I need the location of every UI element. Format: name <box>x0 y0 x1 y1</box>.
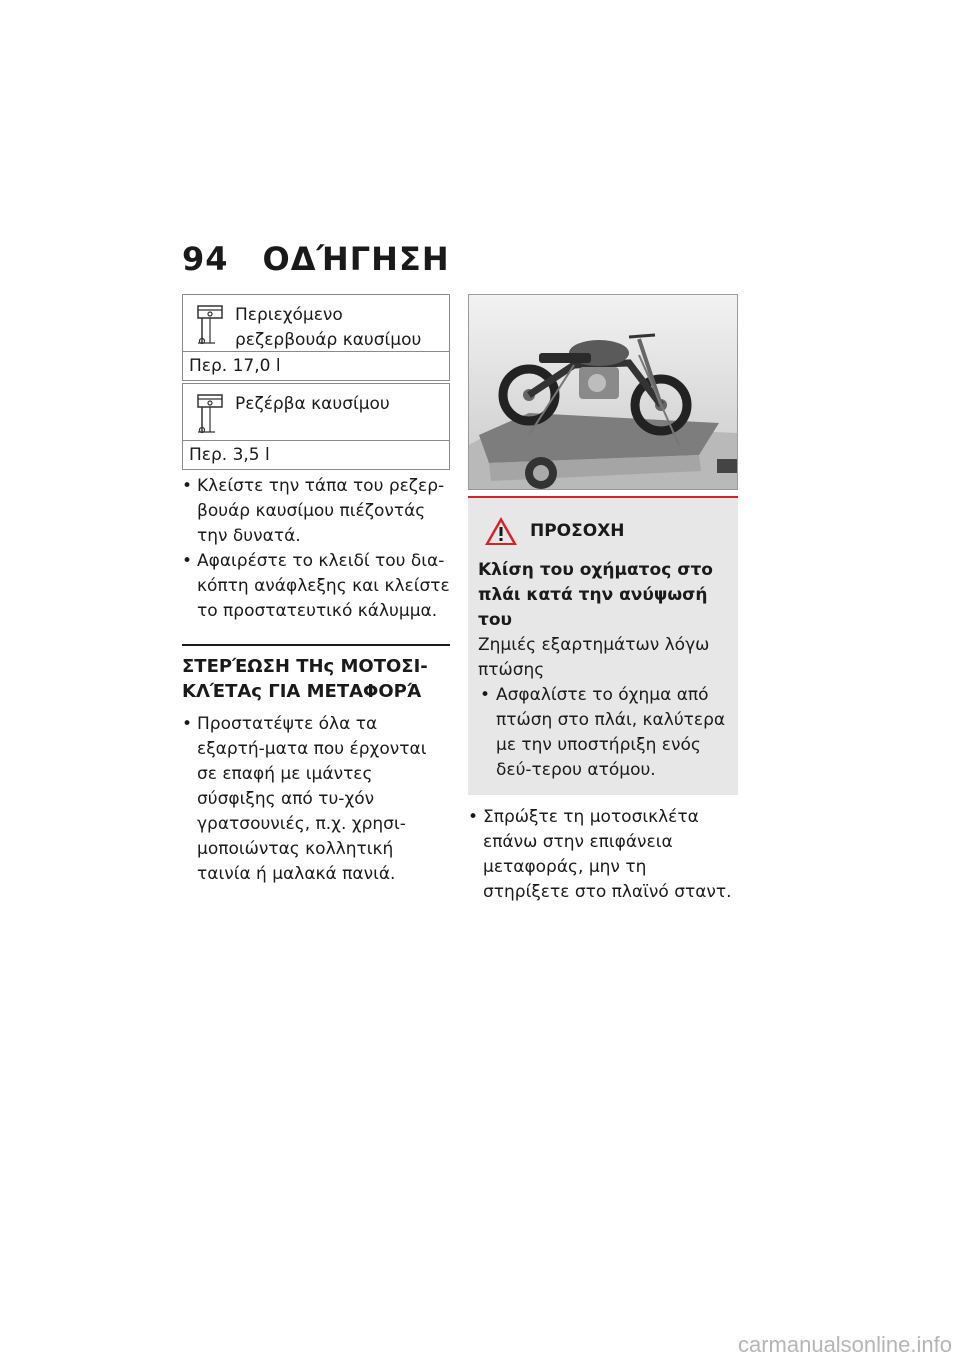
warning-title: Κλίση του οχήματος στο πλάι κατά την ανύψωσή του <box>478 560 713 630</box>
left-column <box>182 294 450 887</box>
instruction-list <box>182 474 450 624</box>
warning-label: ΠΡΟΣΟΧΗ <box>530 521 625 541</box>
warning-header <box>478 516 728 546</box>
instruction-list <box>468 805 738 905</box>
motorcycle-illustration <box>469 295 737 489</box>
right-column <box>468 294 738 905</box>
warning-triangle-icon <box>484 516 518 546</box>
list-item: • Ασφαλίστε το όχημα από πτώση στο πλάι, καλύτερα με την υποστήριξη ενός δεύ-τερου ατόμου. <box>478 683 728 783</box>
motorcycle-on-trailer-photo <box>468 294 738 490</box>
fuel-gauge-icon <box>197 305 223 345</box>
spec-value: Περ. 17,0 l <box>183 352 450 381</box>
watermark: carmanualsonline.info <box>737 1332 952 1357</box>
warning-box <box>468 496 738 795</box>
spec-label: Περιεχόμενο ρεζερβουάρ καυσίμου <box>235 305 422 350</box>
spec-table-reserve <box>182 383 450 470</box>
list-item: • Κλείστε την τάπα του ρεζερ-βουάρ καυσίμου πιέζοντάς την δυνατά. <box>182 474 450 549</box>
page-header <box>182 240 450 278</box>
section-list <box>182 712 450 887</box>
warning-list <box>478 683 728 783</box>
spec-header <box>183 295 450 352</box>
section-title: ΣΤΕΡΈΩΣΗ ΤΗς ΜΟΤΟΣΙ-ΚΛΈΤΑς ΓΙΑ ΜΕΤΑΦΟΡΆ <box>182 644 450 704</box>
warning-text: Ζημιές εξαρτημάτων λόγω πτώσης <box>478 635 710 680</box>
spec-label: Ρεζέρβα καυσίμου <box>235 394 390 414</box>
spec-value: Περ. 3,5 l <box>183 441 450 470</box>
list-item: • Προστατέψτε όλα τα εξαρτή-ματα που έρχονται σε επαφή με ιμάντες σύσφιξης από τυ-χόν γρατσουνιές, π.χ. χρησι-μοποιώντας κολλητική ταινία ή μαλακά πανιά. <box>182 712 450 887</box>
spec-table-tank <box>182 294 450 381</box>
page-title: ΟΔΉΓΗΣΗ <box>262 240 450 278</box>
list-item: • Σπρώξτε τη μοτοσικλέτα επάνω στην επιφάνεια μεταφοράς, μην τη στηρίξετε στο πλαϊνό σταντ. <box>468 805 738 905</box>
spec-header <box>183 384 450 441</box>
page-number: 94 <box>182 240 229 278</box>
fuel-gauge-icon <box>197 394 223 434</box>
list-item: • Αφαιρέστε το κλειδί του δια-κόπτη ανάφλεξης και κλείστε το προστατευτικό κάλυμμα. <box>182 549 450 624</box>
